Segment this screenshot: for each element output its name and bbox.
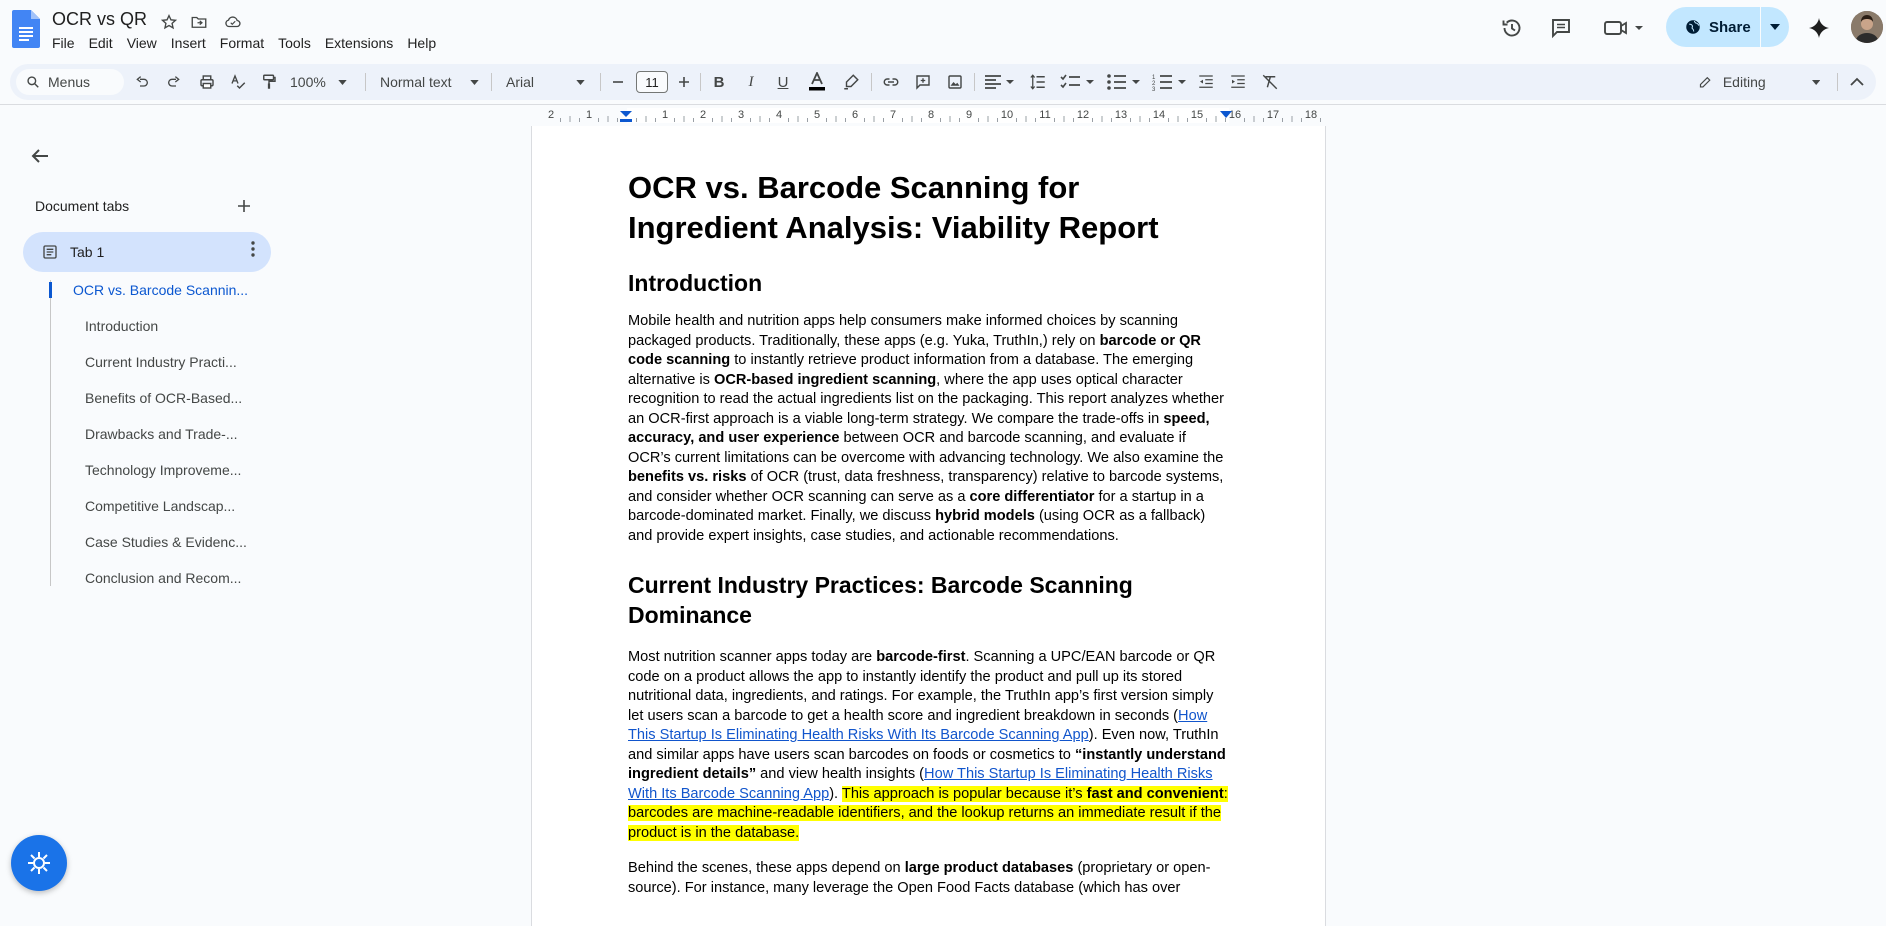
add-comment-icon[interactable] — [911, 70, 935, 94]
editing-mode-label: Editing — [1722, 74, 1766, 90]
toolbar-divider — [1837, 73, 1838, 91]
increase-font-size-icon[interactable] — [674, 70, 694, 94]
outline-item-technology[interactable]: Technology Improveme... — [85, 462, 242, 478]
chevron-down-icon — [1812, 80, 1820, 85]
zoom-select[interactable] — [290, 70, 356, 94]
text-run: ). — [829, 785, 842, 802]
share-button[interactable] — [1666, 7, 1789, 47]
bold-text-run: “instantly understand ingredient details” — [628, 746, 1226, 782]
bold-text-run: OCR-based ingredient scanning — [713, 371, 937, 388]
ruler-number: 12 — [1076, 109, 1090, 121]
document-tabs-heading: Document tabs — [35, 198, 130, 214]
gemini-sparkle-icon[interactable] — [1803, 12, 1835, 44]
assistant-fab-button[interactable] — [11, 835, 67, 891]
toolbar-divider — [700, 73, 701, 91]
ruler-number: 5 — [813, 109, 821, 121]
outline-item-benefits[interactable]: Benefits of OCR-Based... — [85, 390, 243, 406]
document-icon — [42, 244, 58, 260]
right-indent-marker-icon[interactable] — [1219, 111, 1233, 119]
ruler-number: 18 — [1304, 109, 1318, 121]
toolbar-divider — [600, 73, 601, 91]
redo-icon[interactable] — [163, 70, 185, 94]
undo-icon[interactable] — [131, 70, 153, 94]
text-run: ). Even now, TruthIn and similar apps have users scan barcodes on foods or cosmetics to — [628, 727, 1219, 763]
outline-active-indicator — [49, 282, 52, 298]
toolbar-divider — [365, 73, 366, 91]
paragraph-behind-the-scenes[interactable] — [628, 859, 1230, 898]
ruler-number: 11 — [1039, 109, 1051, 121]
underline-icon[interactable]: U — [777, 73, 789, 91]
outline-guide-line — [50, 280, 51, 586]
ruler-number: 7 — [889, 109, 897, 121]
menu-extensions[interactable]: Extensions — [324, 35, 394, 51]
meet-video-icon[interactable] — [1600, 12, 1648, 44]
ruler-number: 14 — [1152, 109, 1166, 121]
print-icon[interactable] — [195, 70, 219, 94]
cloud-saved-icon[interactable] — [221, 10, 245, 34]
outline-item-competitive[interactable]: Competitive Landscap... — [85, 498, 236, 514]
outline-item-drawbacks[interactable]: Drawbacks and Trade-... — [85, 426, 238, 442]
italic-icon[interactable]: I — [748, 73, 754, 90]
heading-current-industry-practices[interactable]: Current Industry Practices: Barcode Scanning Dominance — [628, 572, 1133, 628]
chevron-down-icon — [470, 80, 479, 85]
ruler-number: 9 — [965, 109, 973, 121]
search-menus[interactable] — [16, 69, 124, 95]
sparkle-gear-icon — [26, 850, 52, 876]
menu-tools[interactable]: Tools — [278, 35, 311, 51]
version-history-icon[interactable] — [1496, 12, 1528, 44]
spellcheck-icon[interactable] — [226, 70, 250, 94]
horizontal-ruler[interactable] — [531, 106, 1326, 124]
bold-text-run: hybrid models — [935, 508, 1035, 524]
ruler-number: 15 — [1190, 109, 1204, 121]
ruler-number: 2 — [699, 109, 707, 121]
paragraph-introduction[interactable] — [628, 312, 1230, 546]
ruler-number: 3 — [737, 109, 745, 121]
text-color-icon[interactable] — [805, 70, 829, 94]
insert-image-icon[interactable] — [943, 70, 967, 94]
svg-text:2: 2 — [1152, 81, 1156, 87]
paint-format-icon[interactable] — [257, 70, 281, 94]
bulleted-list-icon[interactable] — [1104, 70, 1144, 94]
document-title[interactable]: OCR vs QR — [52, 9, 148, 29]
menu-bar — [52, 34, 443, 52]
bold-text-run: barcode or QR code scanning — [628, 332, 1201, 368]
bold-text-run: speed, accuracy, and user experience — [628, 410, 1210, 446]
bold-text-run: large product databases — [904, 860, 1074, 876]
text-run: . Scanning a UPC/EAN barcode or QR code on a product allows the app to instantly identify the product and pull up its stored nutritional data, ingredients, and ratings. For example, the TruthIn app’s first version simply let users scan a barcode to get a health score and ingredient breakdown in seconds ( — [628, 649, 1216, 724]
text-run: (using OCR as a fallback) and provide expert insights, case studies, and actionable recommendations. — [628, 508, 1206, 544]
font-size-input[interactable]: 11 — [636, 71, 668, 93]
bold-text-run: benefits vs. risks — [628, 469, 747, 485]
tab-1-label: Tab 1 — [70, 244, 105, 260]
paragraph-style-select[interactable] — [372, 70, 484, 94]
svg-text:1: 1 — [1152, 75, 1156, 81]
menu-help[interactable]: Help — [407, 35, 437, 51]
toolbar-divider — [871, 73, 872, 91]
increase-indent-icon[interactable] — [1226, 70, 1250, 94]
ruler-number: 6 — [851, 109, 859, 121]
hide-menus-chevron-up-icon[interactable] — [1846, 70, 1868, 94]
chevron-down-icon — [338, 80, 347, 85]
pencil-icon — [1698, 74, 1713, 90]
scrollbar-track[interactable] — [1878, 106, 1886, 906]
citation-link[interactable]: How This Startup Is Eliminating Health Risks With Its Barcode Scanning App — [628, 766, 1213, 802]
text-run: of OCR (trust, data freshness, transparency) relative to barcode systems, and consider whether OCR scanning can serve as a — [628, 469, 1224, 505]
text-run: and view health insights ( — [756, 766, 925, 782]
text-run: (proprietary or open-source). For instance, many leverage the Open Food Facts database (which has over — [628, 860, 1211, 896]
bold-text-run: barcode-first — [876, 649, 966, 665]
search-menus-label: Menus — [48, 74, 91, 90]
title-bar — [0, 0, 1886, 62]
svg-text:3: 3 — [1152, 87, 1156, 91]
line-spacing-icon[interactable] — [1026, 70, 1050, 94]
text-run: Most nutrition scanner apps today are — [628, 649, 877, 665]
toolbar-divider — [491, 73, 492, 91]
editing-mode-select[interactable] — [1690, 70, 1820, 94]
account-avatar[interactable] — [1851, 11, 1883, 43]
clear-formatting-icon[interactable] — [1258, 70, 1282, 94]
ruler-number: 1 — [585, 109, 593, 121]
align-dropdown-icon[interactable] — [982, 70, 1018, 94]
font-family-value: Arial — [506, 74, 535, 90]
share-dropdown-icon[interactable] — [1761, 24, 1789, 30]
toolbar — [10, 64, 1876, 100]
globe-icon — [1684, 18, 1702, 36]
text-run: between OCR and barcode scanning, and evaluate if OCR’s current limitations can be overcome with advancing technology. We also examine the — [628, 430, 1224, 466]
numbered-list-icon[interactable] — [1150, 70, 1190, 94]
toolbar-divider — [974, 73, 975, 91]
text-run: for a startup in a barcode-dominated market. Finally, we discuss — [628, 488, 1204, 524]
ruler-number: 16 — [1228, 109, 1242, 121]
menu-insert[interactable]: Insert — [170, 35, 206, 51]
text-run: Mobile health and nutrition apps help consumers make informed choices by scanning packaged products. Traditionally, these apps (e.g. Yuka, TruthIn,) rely on — [628, 313, 1179, 349]
paragraph-current-practices[interactable] — [628, 648, 1230, 843]
outline-item-introduction[interactable]: Introduction — [85, 318, 159, 334]
back-arrow-icon[interactable] — [28, 144, 52, 168]
document-page[interactable] — [531, 126, 1326, 926]
ruler-number: 2 — [547, 109, 555, 121]
comments-icon[interactable] — [1545, 12, 1577, 44]
outline-item-title[interactable]: OCR vs. Barcode Scannin... — [73, 282, 249, 298]
ruler-number: 17 — [1266, 109, 1280, 121]
ruler-number: 8 — [927, 109, 935, 121]
text-run: Behind the scenes, these apps depend on — [628, 860, 905, 876]
add-tab-plus-icon[interactable] — [232, 194, 256, 218]
checklist-icon[interactable] — [1058, 70, 1098, 94]
left-indent-marker-icon[interactable] — [619, 111, 633, 123]
outline-item-case-studies[interactable]: Case Studies & Evidenc... — [85, 534, 247, 550]
share-label: Share — [1709, 18, 1751, 36]
bold-icon[interactable]: B — [713, 73, 725, 91]
outline-item-conclusion[interactable]: Conclusion and Recom... — [85, 570, 242, 586]
tab-1[interactable] — [23, 232, 271, 272]
highlighted-text-run: This approach is popular because it’s — [841, 785, 1087, 802]
ruler-number: 13 — [1114, 109, 1128, 121]
ruler-number: 10 — [1000, 109, 1014, 121]
highlight-color-icon[interactable] — [839, 70, 863, 94]
document-outline-panel — [0, 110, 300, 906]
ruler-number: 4 — [775, 109, 783, 121]
google-docs-logo-icon[interactable] — [12, 10, 40, 48]
star-icon[interactable] — [157, 10, 181, 34]
ruler-number: 1 — [661, 109, 669, 121]
paragraph-style-value: Normal text — [380, 74, 452, 90]
heading-introduction[interactable]: Introduction — [628, 270, 763, 296]
bold-text-run: core differentiator — [969, 488, 1095, 505]
document-title-heading[interactable]: OCR vs. Barcode Scanning for Ingredient Analysis: Viability Report — [628, 170, 1159, 245]
decrease-indent-icon[interactable] — [1194, 70, 1218, 94]
header-divider — [0, 104, 1886, 105]
insert-link-icon[interactable] — [879, 70, 903, 94]
chevron-down-icon — [576, 80, 585, 85]
zoom-value: 100% — [290, 74, 326, 90]
menu-format[interactable]: Format — [219, 35, 265, 51]
menu-edit[interactable]: Edit — [88, 35, 113, 51]
citation-link[interactable]: How This Startup Is Eliminating Health Risks With Its Barcode Scanning App — [628, 707, 1208, 743]
search-icon — [26, 75, 40, 89]
share-main[interactable] — [1666, 7, 1760, 47]
highlighted-text-run: : barcodes are machine-readable identifiers, and the lookup returns an immediate result if the product is in the database. — [628, 785, 1228, 841]
menu-view[interactable]: View — [126, 35, 157, 51]
font-family-select[interactable] — [498, 70, 594, 94]
document-body[interactable] — [628, 168, 1230, 898]
menu-file[interactable]: File — [52, 35, 75, 51]
highlighted-bold-text-run: fast and convenient — [1086, 785, 1224, 802]
text-run: , where the app uses optical character recognition to read the actual ingredients list on the packaging. This report analyzes whether an OCR-first approach is a viable long-term strategy. We compare the trade-offs in — [628, 371, 1224, 427]
decrease-font-size-icon[interactable] — [608, 70, 628, 94]
outline-item-current-practices[interactable]: Current Industry Practi... — [85, 354, 237, 370]
text-run: to instantly retrieve product information from a database. The emerging alternative is — [628, 352, 1194, 388]
move-folder-icon[interactable] — [187, 10, 211, 34]
ruler-marks — [531, 106, 1326, 124]
tab-more-options-icon[interactable] — [251, 241, 255, 262]
